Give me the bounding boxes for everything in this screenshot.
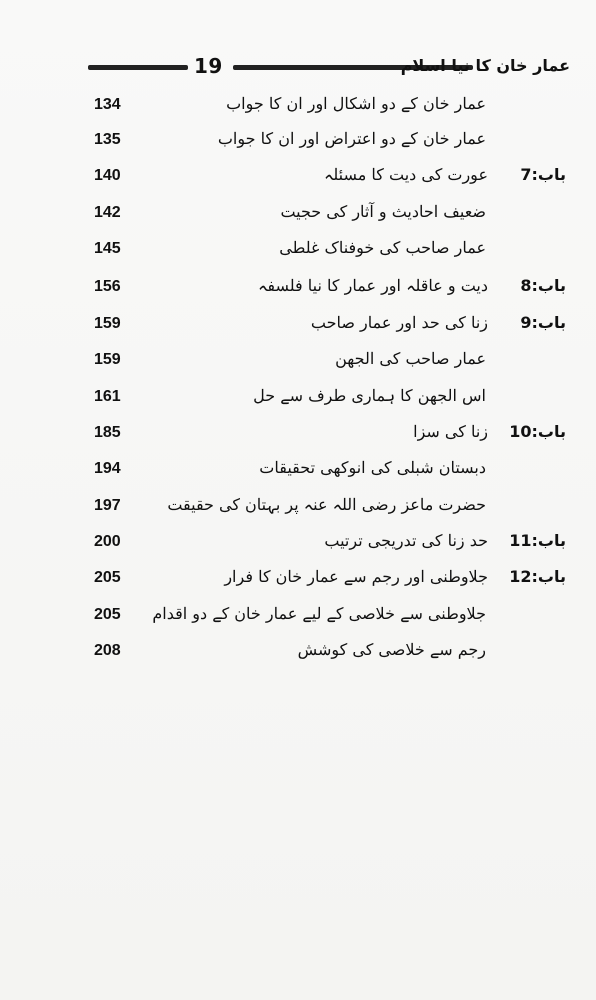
toc-row [0, 420, 596, 454]
toc-entry-title: عمار صاحب کی خوفناک غلطی [279, 238, 486, 257]
page-number: 19 [194, 54, 223, 78]
header-rule-left [88, 65, 188, 70]
toc-row [0, 127, 596, 161]
toc-entry-title: جلاوطنی اور رجم سے عمار خان کا فرار [224, 567, 488, 586]
toc-entry-title: عمار خان کے دو اعتراض اور ان کا جواب [217, 129, 486, 148]
toc-row [0, 565, 596, 599]
toc-chapter-label: باب:9 [520, 313, 566, 332]
toc-row [0, 602, 596, 636]
toc-page-number: 159 [94, 351, 121, 368]
toc-chapter-label: باب:10 [509, 422, 566, 441]
toc-page-number: 156 [94, 278, 121, 295]
toc-page-number: 197 [94, 497, 121, 514]
toc-chapter-label: باب:12 [509, 567, 566, 586]
toc-chapter-label: باب:11 [509, 531, 566, 550]
toc-entry-title: حضرت ماعز رضی اللہ عنہ پر بہتان کی حقیقت [167, 495, 486, 514]
toc-page-number: 161 [94, 388, 121, 405]
toc-page-number: 200 [94, 533, 121, 550]
toc-page-number: 185 [94, 424, 121, 441]
toc-entry-title: زنا کی سزا [413, 422, 488, 441]
toc-chapter-label: باب:7 [520, 165, 566, 184]
toc-entry-title: رجم سے خلاصی کی کوشش [297, 640, 486, 659]
toc-page-number: 159 [94, 315, 121, 332]
toc-row [0, 311, 596, 345]
toc-page-number: 135 [94, 131, 121, 148]
toc-row [0, 384, 596, 418]
toc-page-number: 134 [94, 96, 121, 113]
book-title: عمار خان کا نیا اسلام [400, 56, 570, 75]
toc-entry-title: اس الجھن کا ہماری طرف سے حل [253, 386, 486, 405]
toc-row [0, 493, 596, 527]
toc-entry-title: ضعیف احادیث و آثار کی حجیت [280, 202, 486, 221]
toc-row [0, 163, 596, 197]
toc-row [0, 200, 596, 234]
toc-entry-title: جلاوطنی سے خلاصی کے لیے عمار خان کے دو اقدام [152, 604, 486, 623]
toc-page-number: 205 [94, 569, 121, 586]
toc-entry-title: حد زنا کی تدریجی ترتیب [324, 531, 488, 550]
page-header [88, 52, 570, 84]
toc-page-number: 145 [94, 240, 121, 257]
toc-entry-title: عورت کی دیت کا مسئلہ [323, 165, 488, 184]
toc-row [0, 529, 596, 563]
toc-entry-title: دبستان شبلی کی انوکھی تحقیقات [259, 458, 486, 477]
toc-row [0, 92, 596, 126]
toc-entry-title: زنا کی حد اور عمار صاحب [310, 313, 488, 332]
toc-row [0, 638, 596, 672]
toc-entry-title: دیت و عاقلہ اور عمار کا نیا فلسفہ [258, 276, 488, 295]
toc-page-number: 142 [94, 204, 121, 221]
toc-row [0, 347, 596, 381]
toc-page-number: 205 [94, 606, 121, 623]
toc-entry-title: عمار خان کے دو اشکال اور ان کا جواب [226, 94, 486, 113]
toc-chapter-label: باب:8 [520, 276, 566, 295]
toc-row [0, 274, 596, 308]
toc-page-number: 208 [94, 642, 121, 659]
toc-row [0, 236, 596, 270]
toc-page-number: 194 [94, 460, 121, 477]
toc-entry-title: عمار صاحب کی الجھن [335, 349, 486, 368]
toc-page-number: 140 [94, 167, 121, 184]
toc-row [0, 456, 596, 490]
